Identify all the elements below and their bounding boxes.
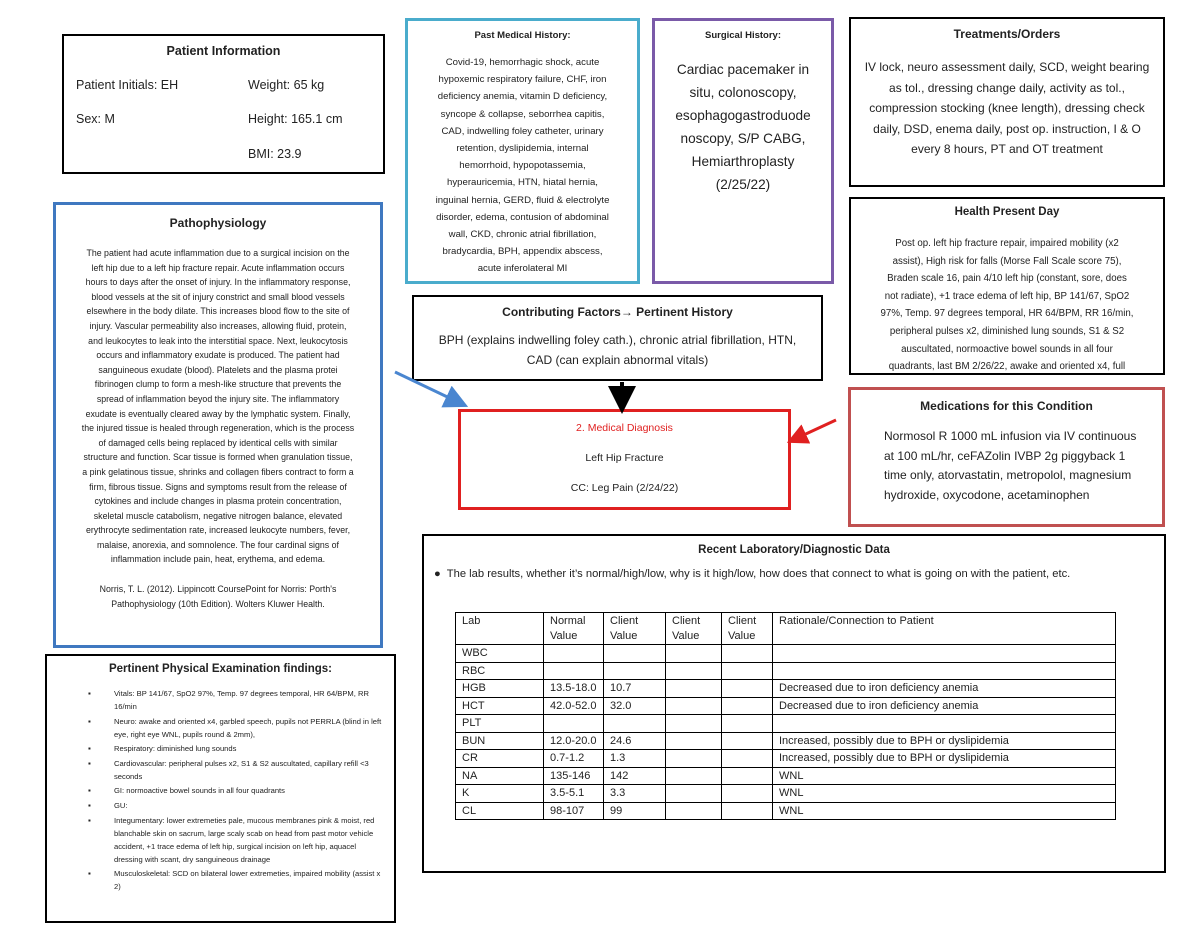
list-item: ▪ GI: normoactive bowel sounds in all four quadrants	[114, 784, 386, 797]
patho-line: blood vessels at the sit of injury constrict and small blood vessels	[91, 291, 345, 302]
list-item: ▪ Vitals: BP 141/67, SpO2 97%, Temp. 97 degrees temporal, HR 64/BPM, RR 16/min	[114, 687, 386, 713]
citation-line: Norris, T. L. (2012). Lippincott CoursePoint for Norris: Porth's	[99, 584, 337, 595]
patho-line: fibrinogen clump to form a mesh-like structure that prevents the	[94, 379, 342, 390]
patho-line: a pink gelatinous tissue, shrinks and collagen fibers contract to form a	[82, 466, 354, 477]
table-cell: 1.3	[604, 750, 666, 768]
medications-title: Medications for this Condition	[920, 399, 1093, 413]
hpd-line: quadrants, last BM 2/26/22, awake and oriented x4, full	[888, 361, 1126, 373]
hpd-line: 97%, Temp. 97 degrees temporal, HR 64/BPM, RR 16/min,	[880, 308, 1134, 320]
red-arrow-icon	[795, 420, 836, 439]
table-cell: K	[456, 785, 544, 803]
table-cell: 0.7-1.2	[544, 750, 604, 768]
table-cell: PLT	[456, 715, 544, 733]
hpd-line: Post op. left hip fracture repair, impaired mobility (x2	[895, 238, 1119, 249]
chief-complaint: CC: Leg Pain (2/24/22)	[570, 482, 679, 494]
lab-instruction-text: The lab results, whether it’s normal/high/low, why is it high/low, how does that connect to what is going on with the patient, etc.	[446, 568, 1071, 580]
table-cell: 13.5-18.0	[544, 680, 604, 698]
table-cell: NA	[456, 767, 544, 785]
medication-line: hydroxide, oxycodone, acetaminophen	[884, 487, 1090, 502]
contrib-line: CAD (can explain abnormal vitals)	[526, 353, 709, 367]
medication-line: Normosol R 1000 mL infusion via IV continuous	[884, 429, 1137, 443]
patho-line: occurs and inflammatory exudate is produced. The patient had	[96, 350, 340, 361]
hpd-line: Braden scale 16, pain 4/10 left hip (constant, sore, does	[887, 273, 1127, 285]
table-cell: RBC	[456, 662, 544, 680]
patho-line: the injured tissue is healed through regeneration, which is the process	[81, 423, 355, 434]
table-header-cell: Normal Value	[544, 613, 604, 645]
hpd-line: not radiate), +1 trace edema of left hip, BP 141/67, SpO2	[884, 290, 1130, 302]
health-present-day-title: Health Present Day	[954, 206, 1060, 218]
treatment-line: compression stocking (knee length), dressing check	[869, 101, 1145, 115]
table-cell: WNL	[773, 802, 1116, 820]
table-cell: WNL	[773, 785, 1116, 803]
pmh-line: hypoxemic respiratory failure, CHF, iron	[438, 74, 607, 86]
contrib-line: BPH (explains indwelling foley cath.), chronic atrial fibrillation, HTN,	[438, 333, 797, 347]
treatments-orders-title: Treatments/Orders	[953, 27, 1061, 41]
pmh-line: CAD, indwelling foley catheter, urinary	[441, 125, 604, 137]
list-item: ▪ Cardiovascular: peripheral pulses x2, S1 & S2 auscultated, capillary refill <3 seconds	[114, 757, 386, 783]
medical-diagnosis-value: Left Hip Fracture	[585, 452, 664, 464]
surgical-line: (2/25/22)	[715, 177, 771, 192]
table-cell: 42.0-52.0	[544, 697, 604, 715]
pmh-line: acute inferolateral MI	[477, 263, 568, 275]
table-cell: 3.5-5.1	[544, 785, 604, 803]
patient-initials: Patient Initials: EH	[76, 78, 179, 92]
table-cell: 32.0	[604, 697, 666, 715]
physical-exam-title: Pertinent Physical Examination findings:	[108, 663, 332, 675]
list-item: ▪ Respiratory: diminished lung sounds	[114, 742, 386, 755]
patho-line: hours to days after the onset of injury. In the inflammatory response,	[85, 277, 351, 288]
list-item: ▪ GU:	[114, 799, 386, 812]
pmh-line: retention, dyslipidemia, internal	[456, 143, 589, 155]
patho-line: erythrocyte sedimentation rate, increased leukocyte numbers, fever,	[85, 525, 351, 536]
patient-height: Height: 165.1 cm	[248, 112, 343, 126]
table-cell: CL	[456, 802, 544, 820]
list-item: ▪ Integumentary: lower extremeties pale, mucous membranes pink & moist, red blanchable skin on sacrum, large scaly scab on head from past motor vehicle accident, +1 trace edema of left hip, surgical incision on left hip, aquacel dressing with scant, dry sanguineous drainage	[114, 814, 386, 866]
pmh-line: hemorrhoid, hypopotassemia,	[459, 160, 586, 172]
patho-line: left hip due to a left hip fracture repair. Acute inflammation occurs	[91, 262, 345, 273]
table-cell: HCT	[456, 697, 544, 715]
table-cell: 142	[604, 767, 666, 785]
list-item: ▪ Neuro: awake and oriented x4, garbled speech, pupils not PERRLA (blind in left eye, right eye WNL, pupils round & 2mm),	[114, 715, 386, 741]
surgical-history-title: Surgical History:	[704, 30, 782, 41]
bullet-icon: ●	[434, 568, 441, 580]
contributing-factors-title: Contributing Factors→ Pertinent History	[502, 305, 733, 319]
table-header-cell: Client Value	[722, 613, 773, 645]
patho-line: and leukocytes to leak into the interstitial space. Next, leukocytosis	[88, 335, 348, 346]
table-cell: CR	[456, 750, 544, 768]
medication-line: at 100 mL/hr, ceFAZolin IVBP 2g piggyback 1	[884, 448, 1126, 463]
list-item: ▪ Musculoskeletal: SCD on bilateral lower extremeties, impaired mobility (assist x 2)	[114, 867, 386, 893]
patho-line: firm, fibrous tissue. Signs and symptoms result from the release of	[89, 481, 347, 492]
surgical-line: esophagogastroduode	[675, 108, 811, 123]
patient-weight: Weight: 65 kg	[248, 78, 325, 92]
patho-line: elsewhere in the body dilate. This increases blood flow to the site of	[86, 306, 350, 317]
table-cell: Increased, possibly due to BPH or dyslipidemia	[773, 732, 1116, 750]
table-cell: 98-107	[544, 802, 604, 820]
patho-line: of damaged cells being replaced by identical cells with similar	[98, 437, 338, 448]
table-header-cell: Lab	[456, 613, 544, 645]
citation-line: Pathophysiology (10th Edition). Wolters Kluwer Health.	[111, 598, 325, 609]
table-header-cell: Rationale/Connection to Patient	[773, 613, 1116, 645]
medical-diagnosis-heading: 2. Medical Diagnosis	[576, 422, 673, 434]
table-header-cell: Client Value	[666, 613, 722, 645]
patho-line: structure and function. Scar tissue is formed when granulation tissue,	[83, 452, 353, 463]
table-cell: Increased, possibly due to BPH or dyslipidemia	[773, 750, 1116, 768]
table-cell: Decreased due to iron deficiency anemia	[773, 680, 1116, 698]
past-medical-history-title: Past Medical History:	[474, 30, 571, 41]
lab-data-title: Recent Laboratory/Diagnostic Data	[698, 544, 890, 556]
pmh-line: syncope & collapse, seborrhea capitis,	[440, 108, 605, 120]
patho-line: cytokines and include changes in plasma protein concentration,	[94, 496, 342, 507]
pmh-line: hyperauricemia, HTN, hiatal hernia,	[447, 177, 598, 189]
blue-arrow-icon	[395, 372, 460, 403]
treatment-line: IV lock, neuro assessment daily, SCD, weight bearing	[864, 60, 1150, 74]
pmh-line: inguinal hernia, GERD, fluid & electrolyte	[435, 194, 610, 206]
table-cell: Decreased due to iron deficiency anemia	[773, 697, 1116, 715]
treatment-line: daily, DSD, enema daily, post op. instruction, I & O	[873, 121, 1141, 136]
surgical-line: Cardiac pacemaker in	[676, 62, 810, 77]
table-cell: 12.0-20.0	[544, 732, 604, 750]
patho-line: exudate is eventually cleared away by the lymphatic system. Finally,	[85, 408, 351, 419]
pmh-line: bradycardia, BPH, appendix abscess,	[442, 246, 603, 258]
patient-sex: Sex: M	[76, 112, 115, 126]
pathophysiology-title: Pathophysiology	[169, 216, 267, 230]
table-header-cell: Client Value	[604, 613, 666, 645]
table-cell: 24.6	[604, 732, 666, 750]
patient-information-title: Patient Information	[166, 44, 281, 58]
surgical-line: situ, colonoscopy,	[689, 85, 797, 100]
surgical-line: noscopy, S/P CABG,	[680, 131, 806, 146]
patho-line: The patient had acute inflammation due to a surgical incision on the	[86, 248, 350, 258]
patho-line: inflammation include pain, heat, erythema, and edema.	[110, 554, 326, 565]
hpd-line: assist), High risk for falls (Morse Fall Scale score 75),	[892, 255, 1122, 267]
table-cell: HGB	[456, 680, 544, 698]
pmh-line: wall, CKD, chronic atrial fibrillation,	[448, 229, 597, 241]
table-cell: 10.7	[604, 680, 666, 698]
medication-line: time only, atorvastatin, metropolol, magnesium	[884, 468, 1132, 482]
hpd-line: peripheral pulses x2, diminished lung sounds, S1 & S2	[889, 325, 1125, 337]
table-cell: WNL	[773, 767, 1116, 785]
surgical-line: Hemiarthroplasty	[691, 154, 795, 169]
patho-line: malaise, anorexia, and somnolence. The four cardinal signs of	[97, 539, 339, 550]
patient-bmi: BMI: 23.9	[248, 147, 302, 161]
treatment-line: as tol., dressing change daily, activity as tol.,	[889, 80, 1125, 95]
hpd-line: auscultated, normoactive bowel sounds in all four	[901, 343, 1113, 355]
treatment-line: every 8 hours, PT and OT treatment	[911, 142, 1103, 156]
pmh-line: Covid-19, hemorrhagic shock, acute	[445, 57, 600, 68]
pmh-line: deficiency anemia, vitamin D deficiency,	[437, 91, 608, 103]
patho-line: spread of inflammation beyod the injury site. The inflammatory	[96, 393, 340, 404]
patho-line: skeletal muscle catabolism, negative nitrogen balance, elevated	[93, 510, 343, 521]
table-cell: 135-146	[544, 767, 604, 785]
table-cell: 99	[604, 802, 666, 820]
patho-line: sanguineous exudate (blood). Platelets and the plasma protei	[98, 364, 338, 375]
pmh-line: disorder, edema, contusion of abdominal	[436, 211, 609, 223]
patho-line: injury. Vascular permeability also increases, allowing fluid, protein,	[89, 320, 347, 331]
table-cell: 3.3	[604, 785, 666, 803]
table-cell: WBC	[456, 645, 544, 663]
table-cell: BUN	[456, 732, 544, 750]
